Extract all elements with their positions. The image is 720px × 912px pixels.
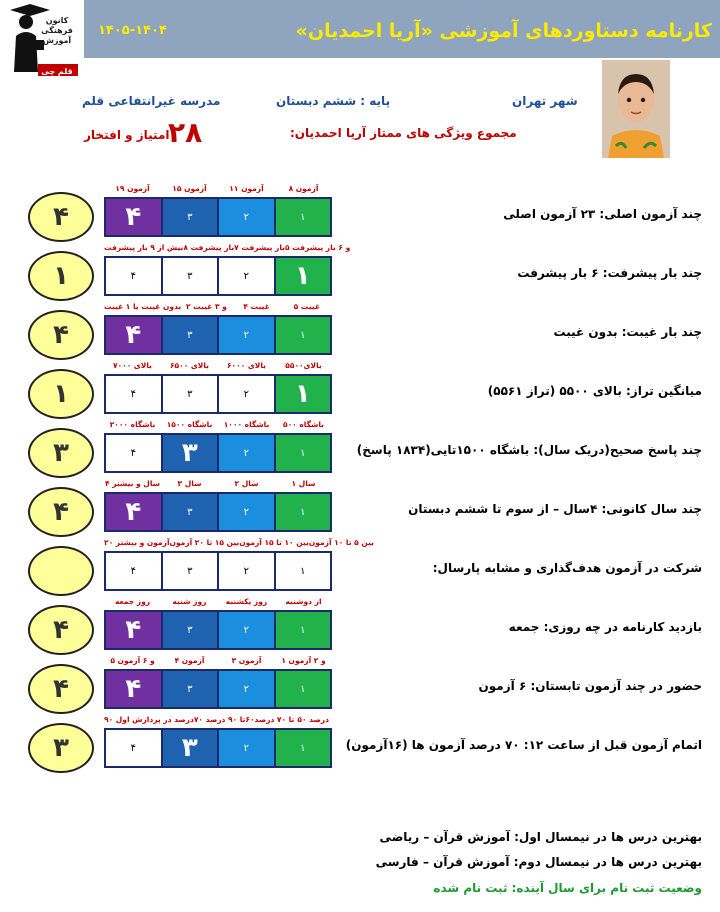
level-cell: ۲ <box>219 494 274 530</box>
row-score-circle: ۴ <box>28 192 94 242</box>
level-cell: ۱ <box>276 612 331 648</box>
level-labels <box>104 479 332 491</box>
level-label: ۱ سال <box>291 479 316 488</box>
logo-tagline: قلم چی <box>41 67 73 76</box>
level-label: ۳ سال <box>177 479 202 488</box>
level-label: ۷ بار پیشرفت <box>234 243 285 252</box>
level-label: ۴ آزمون <box>174 656 205 665</box>
page-title: کارنامه دستاوردهای آموزشی «آریا احمدیان» <box>295 20 712 42</box>
student-grade: پایه : ششم دبستان <box>276 94 391 108</box>
level-labels <box>104 184 332 196</box>
level-box <box>104 610 332 650</box>
level-cell: ۲ <box>219 553 274 589</box>
level-cell-selected: ۳ <box>163 435 218 471</box>
level-label: ۸ آزمون <box>288 184 319 193</box>
score-label: امتیاز و افتخار <box>84 128 170 142</box>
level-cell: ۴ <box>106 435 161 471</box>
row-score-circle: ۴ <box>28 487 94 537</box>
level-cell: ۴ <box>106 258 161 294</box>
level-label: ۲۰ آزمون و بیشتر <box>104 538 170 547</box>
level-cell-selected: ۴ <box>106 671 161 707</box>
level-cell: ۳ <box>163 671 218 707</box>
level-cell: ۲ <box>219 435 274 471</box>
level-label: ۱۱ آزمون <box>229 184 264 193</box>
row-score-circle: ۳ <box>28 723 94 773</box>
level-label: ۵ غیبت <box>293 302 321 311</box>
level-cell: ۱ <box>276 199 331 235</box>
level-cell: ۲ <box>219 199 274 235</box>
school-year: ۱۴۰۵-۱۴۰۴ <box>98 23 167 38</box>
level-label: ۴ غیبت <box>243 302 270 311</box>
level-label: ۱۵ آزمون <box>172 184 207 193</box>
level-cell: ۱ <box>276 494 331 530</box>
level-cell: ۲ <box>219 612 274 648</box>
level-label: ۱۹ آزمون <box>115 184 150 193</box>
level-label: بیش از ۹ بار پیشرفت <box>104 243 184 252</box>
row-score-circle <box>28 546 94 596</box>
level-box <box>104 728 332 768</box>
level-cell: ۳ <box>163 317 218 353</box>
level-box <box>104 551 332 591</box>
level-cell: ۳ <box>163 612 218 648</box>
best-subjects-first-half: بهترین درس ها در نیمسال اول: آموزش قرآن – ریاضی <box>379 830 702 844</box>
level-label: بالای ۷۰۰۰ <box>112 361 152 370</box>
row-score-circle: ۴ <box>28 664 94 714</box>
level-cell: ۱ <box>276 553 331 589</box>
level-cell-selected: ۳ <box>163 730 218 766</box>
logo-text: کانون فرهنگی آموزش <box>41 16 73 45</box>
level-cell-selected: ۴ <box>106 317 161 353</box>
row-question: چند بار پیشرفت: ۶ بار پیشرفت <box>517 266 702 280</box>
level-cell: ۲ <box>219 258 274 294</box>
level-labels <box>104 656 332 668</box>
level-cell-selected: ۴ <box>106 612 161 648</box>
row-question: اتمام آزمون قبل از ساعت ۱۲: ۷۰ درصد آزمون ها (۱۶آزمون) <box>345 738 702 752</box>
row-question: چند بار غیبت: بدون غیبت <box>553 325 702 339</box>
level-label: ۸ بار پیشرفت <box>183 243 235 252</box>
level-cell: ۳ <box>163 258 218 294</box>
level-label: روز یکشنبه <box>225 597 268 606</box>
level-labels <box>104 420 332 432</box>
level-label: بالای ۶۰۰۰ <box>226 361 266 370</box>
row-score-circle: ۴ <box>28 605 94 655</box>
level-cell: ۴ <box>106 730 161 766</box>
level-label: ۵ و ۶ بار پیشرفت <box>284 243 351 252</box>
level-label: ۳ آزمون <box>231 656 262 665</box>
level-cell: ۲ <box>219 317 274 353</box>
row-question: حضور در چند آزمون تابستان: ۶ آزمون <box>478 679 702 693</box>
level-cell: ۱ <box>276 317 331 353</box>
row-question: چند پاسخ صحیح(دریک سال): باشگاه ۱۵۰۰تایی(۱۸۳۴ پاسخ) <box>356 443 702 457</box>
row-question: چند سال کانونی: ۴سال – از سوم تا ششم دبستان <box>408 502 702 516</box>
student-school: مدرسه غیرانتفاعی قلم <box>82 94 221 108</box>
registration-status: وضعیت ثبت نام برای سال آینده: ثبت نام شده <box>433 881 702 895</box>
row-question: چند آزمون اصلی: ۲۳ آزمون اصلی <box>503 207 702 221</box>
level-box <box>104 433 332 473</box>
level-label: باشگاه ۵۰۰ <box>283 420 324 429</box>
level-cell: ۳ <box>163 199 218 235</box>
level-box <box>104 374 332 414</box>
level-labels <box>104 538 374 550</box>
level-label: بالای ۶۵۰۰ <box>169 361 209 370</box>
row-question: شرکت در آزمون هدف‌گذاری و مشابه پارسال: <box>432 561 702 575</box>
row-score-circle: ۴ <box>28 310 94 360</box>
row-question: میانگین تراز: بالای ۵۵۰۰ (تراز ۵۵۶۱) <box>487 384 702 398</box>
level-label: روز جمعه <box>114 597 151 606</box>
student-city: شهر تهران <box>512 94 578 108</box>
level-label: باشگاه ۱۵۰۰ <box>166 420 213 429</box>
level-label: ۶۰تا ۷۰ درصد <box>245 715 295 724</box>
level-cell: ۲ <box>219 376 274 412</box>
level-cell: ۱ <box>276 730 331 766</box>
summary-label: مجموع ویژگی های ممتاز آریا احمدیان: <box>290 126 517 140</box>
level-box <box>104 197 332 237</box>
level-cell: ۳ <box>163 553 218 589</box>
row-score-circle: ۱ <box>28 369 94 419</box>
row-score-circle: ۱ <box>28 251 94 301</box>
level-cell-selected: ۴ <box>106 199 161 235</box>
level-label: روز شنبه <box>172 597 207 606</box>
level-labels <box>104 715 332 727</box>
level-cell: ۴ <box>106 553 161 589</box>
level-label: باشگاه ۱۰۰۰ <box>223 420 270 429</box>
level-cell-selected: ۱ <box>276 258 331 294</box>
level-label: از دوشنبه <box>285 597 322 606</box>
level-cell: ۴ <box>106 376 161 412</box>
level-label: ۹۰ درصد در پردازش اول <box>104 715 194 724</box>
level-cell: ۲ <box>219 671 274 707</box>
level-box <box>104 492 332 532</box>
level-box <box>104 315 332 355</box>
level-label: بین ۵ تا ۱۰ آزمون <box>308 538 374 547</box>
best-subjects-second-half: بهترین درس ها در نیمسال دوم: آموزش قرآن – فارسی <box>375 855 702 869</box>
level-box <box>104 256 332 296</box>
row-question: بازدید کارنامه در چه روزی: جمعه <box>508 620 702 634</box>
level-label: ۴ سال و بیشتر <box>104 479 161 488</box>
level-labels <box>104 361 332 373</box>
level-label: ۷۰ تا ۹۰ درصد <box>193 715 246 724</box>
level-label: ۵۰ درصد <box>297 715 329 724</box>
student-photo <box>602 60 670 158</box>
total-score: ۲۸ <box>168 116 203 149</box>
level-cell: ۳ <box>163 494 218 530</box>
level-labels <box>104 302 332 314</box>
level-label: باشگاه ۲۰۰۰ <box>109 420 156 429</box>
level-cell: ۲ <box>219 730 274 766</box>
student-portrait-icon <box>602 60 670 158</box>
level-label: بالای۵۵۰۰ <box>285 361 322 370</box>
level-labels <box>104 243 351 255</box>
level-label: ۱ و ۲ آزمون <box>281 656 326 665</box>
level-box <box>104 669 332 709</box>
level-label: ۵ و ۶ آزمون <box>110 656 155 665</box>
level-labels <box>104 597 332 609</box>
level-label: بین ۱۵ تا ۲۰ آزمون <box>169 538 240 547</box>
level-label: بین ۱۰ تا ۱۵ آزمون <box>239 538 309 547</box>
level-label: ۲ سال <box>234 479 259 488</box>
level-cell: ۱ <box>276 435 331 471</box>
level-label: بدون غیبت یا ۱ غیبت <box>104 302 182 311</box>
level-cell: ۳ <box>163 376 218 412</box>
level-cell-selected: ۱ <box>276 376 331 412</box>
level-label: ۲ و ۳ غیبت <box>185 302 227 311</box>
level-cell: ۱ <box>276 671 331 707</box>
row-score-circle: ۳ <box>28 428 94 478</box>
level-cell-selected: ۴ <box>106 494 161 530</box>
